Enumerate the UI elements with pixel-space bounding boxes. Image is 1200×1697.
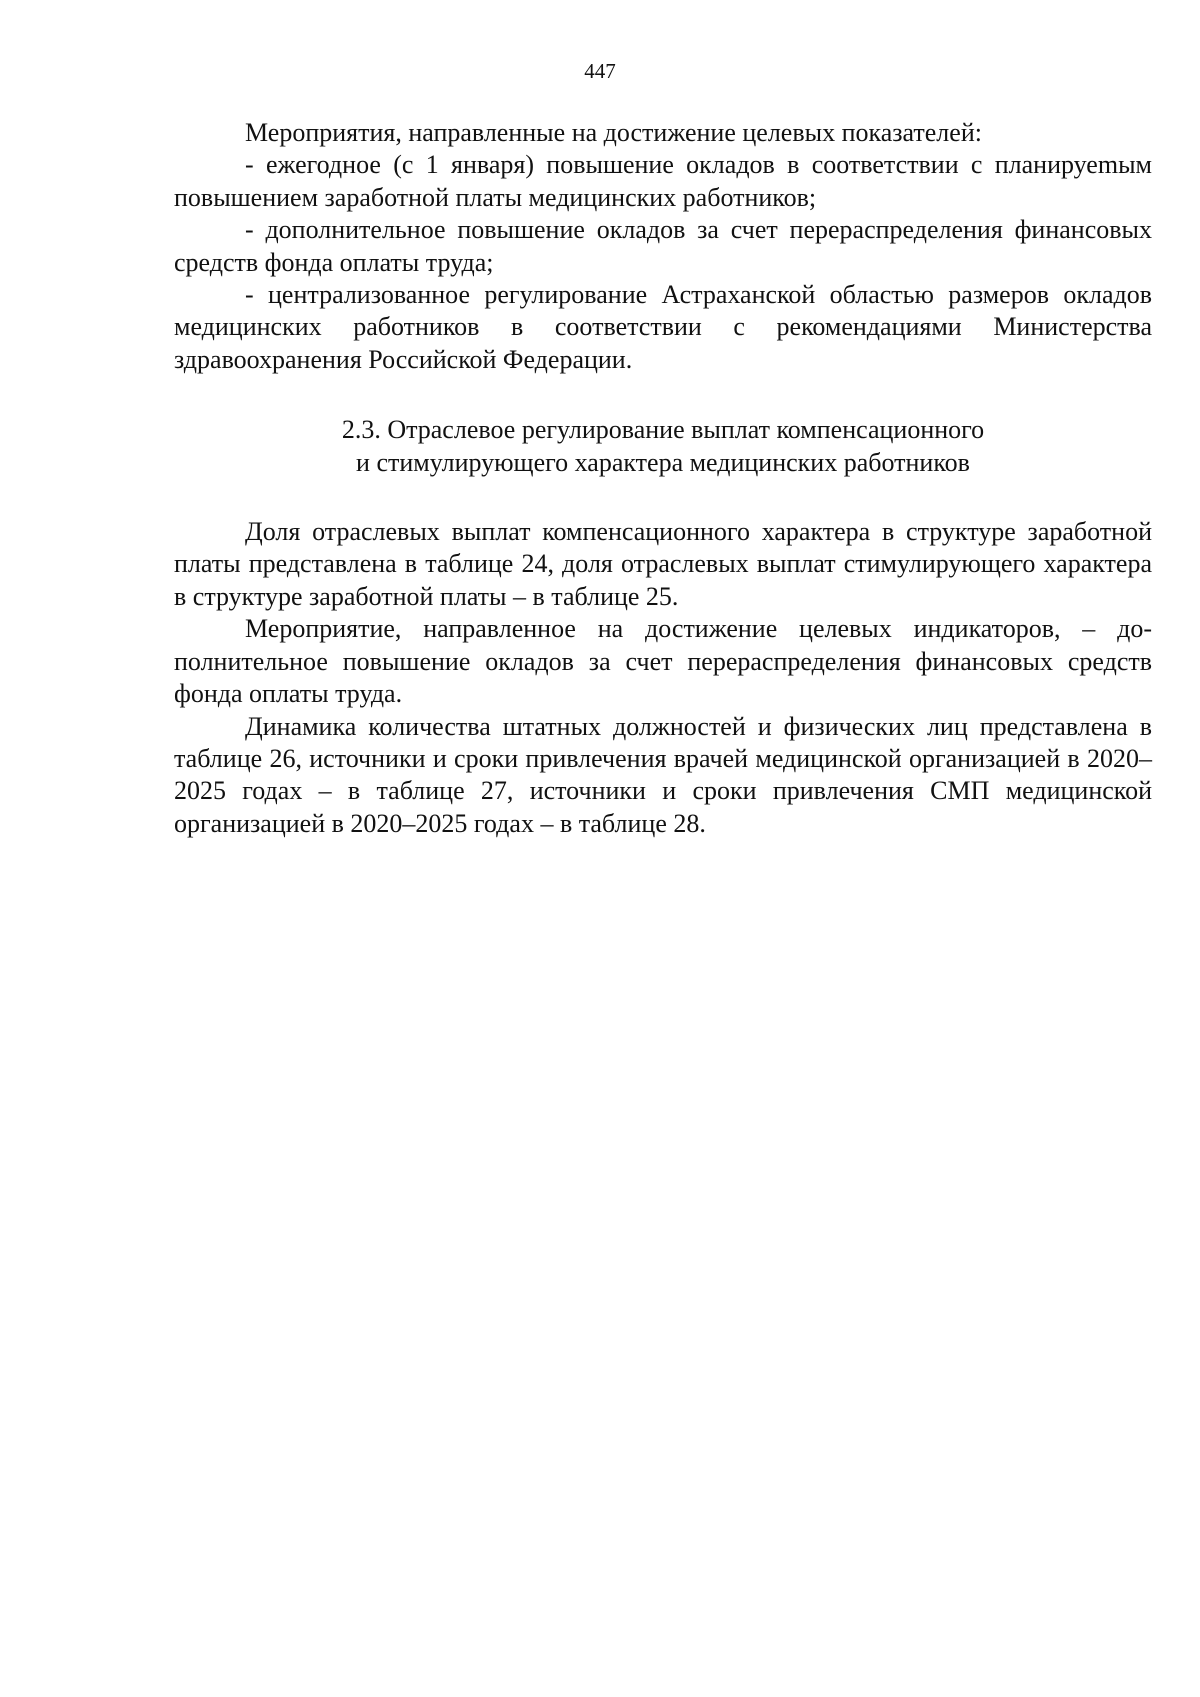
bullet-centralized-regulation: - централизованное регулирование Астраханской областью размеров окладов медицинских работников в соответствии с рекомендациями Министерства здравоохранения Российской Федерации. (174, 280, 1152, 374)
page-number: 447 (584, 59, 616, 83)
paragraph-compensation-share: Доля отраслевых выплат компенсационного характера в структуре заработной платы представлена в таблице 24, доля отраслевых выплат стимулирующего характера в структуре заработной платы – в таблице 25. (174, 517, 1152, 611)
paragraph-target-indicators: Мероприятие, направленное на достижение целевых индикаторов, – дополнительное повышение окладов за счет перераспределения финансовых средств фонда оплаты труда. (174, 614, 1152, 709)
section-heading-line-1: 2.3. Отраслевое регулирование выплат компенсационного (341, 415, 985, 445)
section-heading-line-2: и стимулирующего характера медицинских работников (356, 447, 970, 477)
page-content (174, 117, 1152, 840)
paragraph-staff-dynamics: Динамика количества штатных должностей и физических лиц представлена в таблице 26, источники и сроки привлечения врачей медицинской организацией в 2020–2025 годах – в таблице 27, источники и сроки привлечения СМП медицинской организацией в 2020–2025 годах – в таблице 28. (174, 711, 1152, 838)
section-heading (174, 414, 1152, 479)
intro-lead: Мероприятия, направленные на достижение целевых показателей: (245, 118, 982, 147)
bullet-additional-salary-increase: - дополнительное повышение окладов за счет перераспределения финансовых средств фонда оплаты труда; (174, 215, 1152, 277)
bullet-annual-salary-increase: - ежегодное (с 1 января) повышение окладов в соответствии с планируеmым повышением заработной платы медицинских работников; (174, 150, 1152, 212)
